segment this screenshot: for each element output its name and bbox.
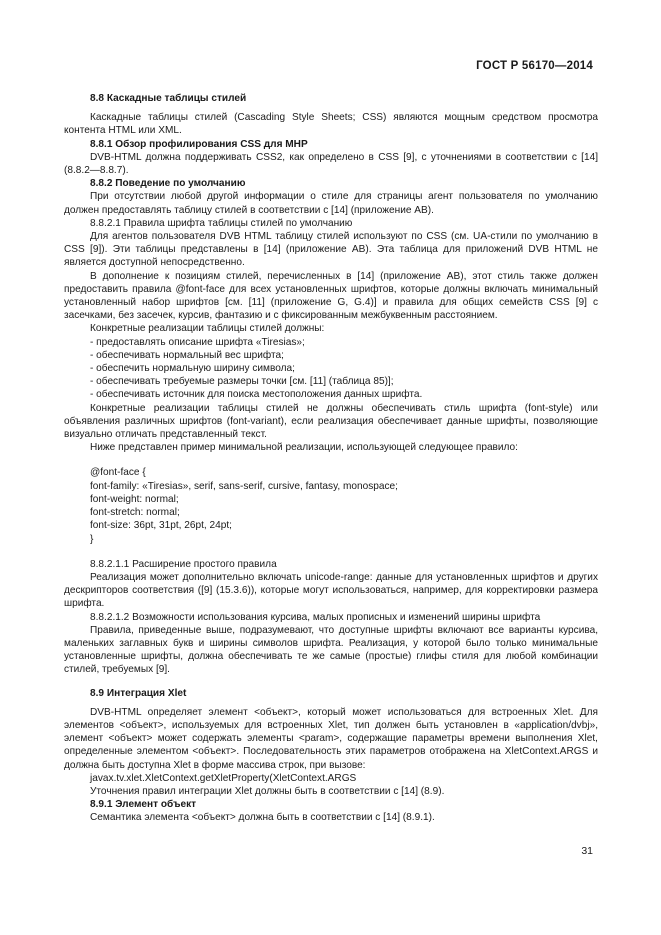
section-8-8-2-1-1-heading: 8.8.2.1.1 Расширение простого правила bbox=[90, 558, 277, 570]
paragraph-ua-agents: Для агентов пользователя DVB HTML таблицу стилей используют по CSS (см. UA-стили по умолчанию в CSS [9]). Эти таблицы представлены в [14] (приложение AB). Эта таблица для приложений DVB HTML не является доступной непосредственно. bbox=[64, 231, 598, 269]
code-line: font-family: «Tiresias», serif, sans-serif, cursive, fantasy, monospace; bbox=[90, 480, 398, 492]
code-line: } bbox=[90, 533, 94, 545]
section-8-9-heading: 8.9 Интеграция Xlet bbox=[90, 687, 187, 699]
xlet-property-call: javax.tv.xlet.XletContext.getXletProperty(XletContext.ARGS bbox=[90, 772, 357, 784]
list-item: - предоставлять описание шрифта «Tiresias»; bbox=[90, 336, 305, 348]
section-8-8-heading: 8.8 Каскадные таблицы стилей bbox=[90, 93, 247, 104]
paragraph-implementations-must: Конкретные реализации таблицы стилей должны: bbox=[90, 323, 325, 335]
list-item: - обеспечивать нормальный вес шрифта; bbox=[90, 349, 284, 361]
list-item: - обеспечить нормальную ширину символа; bbox=[90, 363, 295, 375]
code-line: @font-face { bbox=[90, 467, 146, 479]
section-8-8-1-heading: 8.8.1 Обзор профилирования CSS для MHP bbox=[90, 138, 308, 150]
section-8-9-paragraph: DVB-HTML определяет элемент <объект>, который может использоваться для встроенных Xlet. Для элементов <объект>, используемых для встроенных Xlet, тип должен быть установлен в «application/dvbj», элемент <объект> может содержать элементы <param>, содержащие параметры времени выполнения Xlet, определенные элементом <объект>. Последовательность этих параметров отображена на XletContext.ARGS и должна быть доступна Xlet в форме массива строк, при вызове: bbox=[64, 706, 598, 771]
paragraph-implementations-must-not: Конкретные реализации таблицы стилей не должны обеспечивать стиль шрифта (font-style) или объявления различных шрифтов (font-variant), если реализация обеспечивает данные шрифты, позволяющие визуально отличать представленный текст. bbox=[64, 402, 598, 441]
section-8-8-2-1-heading: 8.8.2.1 Правила шрифта таблицы стилей по умолчанию bbox=[90, 217, 353, 229]
list-item: - обеспечивать требуемые размеры точки [см. [11] (таблица 85)]; bbox=[90, 376, 394, 388]
document-body bbox=[64, 92, 598, 825]
section-8-8-2-paragraph: При отсутствии любой другой информации о стиле для страницы агент пользователя по умолчанию должен предоставлять таблицу стилей в соответствии с [14] (приложение AB). bbox=[64, 191, 598, 216]
list-item: - обеспечивать источник для поиска местоположения данных шрифта. bbox=[90, 389, 423, 401]
paragraph-italic-variants: Правила, приведенные выше, подразумевают, что доступные шрифты включают все варианты курсива, маленьких заглавных букв и ширины символов шрифта. Реализация, у которой было только минимальные установленные шрифты, должна обеспечивать те же самые (простые) глифы стиля для любой комбинации стилей, требуемых [9]. bbox=[64, 624, 598, 676]
paragraph-unicode-range: Реализация может дополнительно включать unicode-range: данные для установленных шрифтов и других дескрипторов соответствия ([9] (15.3.6)), которые могут использоваться, например, для корректировки размера шрифта. bbox=[64, 571, 598, 610]
code-line: font-stretch: normal; bbox=[90, 507, 180, 519]
section-8-8-1-paragraph: DVB-HTML должна поддерживать CSS2, как определено в CSS [9], с уточнениями в соответствии с [14] (8.8.2—8.8.7). bbox=[64, 151, 598, 177]
document-standard-header: ГОСТ Р 56170—2014 bbox=[476, 60, 593, 72]
page-number: 31 bbox=[581, 845, 593, 857]
section-8-8-2-heading: 8.8.2 Поведение по умолчанию bbox=[90, 178, 246, 190]
code-line: font-size: 36pt, 31pt, 26pt, 24pt; bbox=[90, 520, 232, 532]
section-8-9-1-heading: 8.9.1 Элемент объект bbox=[90, 799, 197, 811]
section-8-9-1-paragraph: Семантика элемента <объект> должна быть в соответствии с [14] (8.9.1). bbox=[90, 812, 435, 824]
paragraph-font-face-rules: В дополнение к позициям стилей, перечисленных в [14] (приложение AB), этот стиль также должен предоставить правила @font-face для всех установленных шрифтов, которые должны включать минимальный установленный набор шрифтов [см. [11] (приложение G, G.4)] и правила для общих семейств CSS [9] с засечками, без засечек, курсив, фантазию и с фиксированным межбуквенным расстоянием. bbox=[64, 270, 598, 322]
section-8-9-refinement: Уточнения правил интеграции Xlet должны быть в соответствии с [14] (8.9). bbox=[90, 785, 445, 797]
section-8-8-paragraph: Каскадные таблицы стилей (Cascading Style Sheets; CSS) являются мощным средством просмотра контента HTML или XML. bbox=[64, 112, 598, 137]
paragraph-example-intro: Ниже представлен пример минимальной реализации, использующей следующее правило: bbox=[90, 442, 518, 454]
section-8-8-2-1-2-heading: 8.8.2.1.2 Возможности использования курсива, малых прописных и изменений ширины шрифта bbox=[90, 611, 541, 623]
code-line: font-weight: normal; bbox=[90, 493, 179, 505]
